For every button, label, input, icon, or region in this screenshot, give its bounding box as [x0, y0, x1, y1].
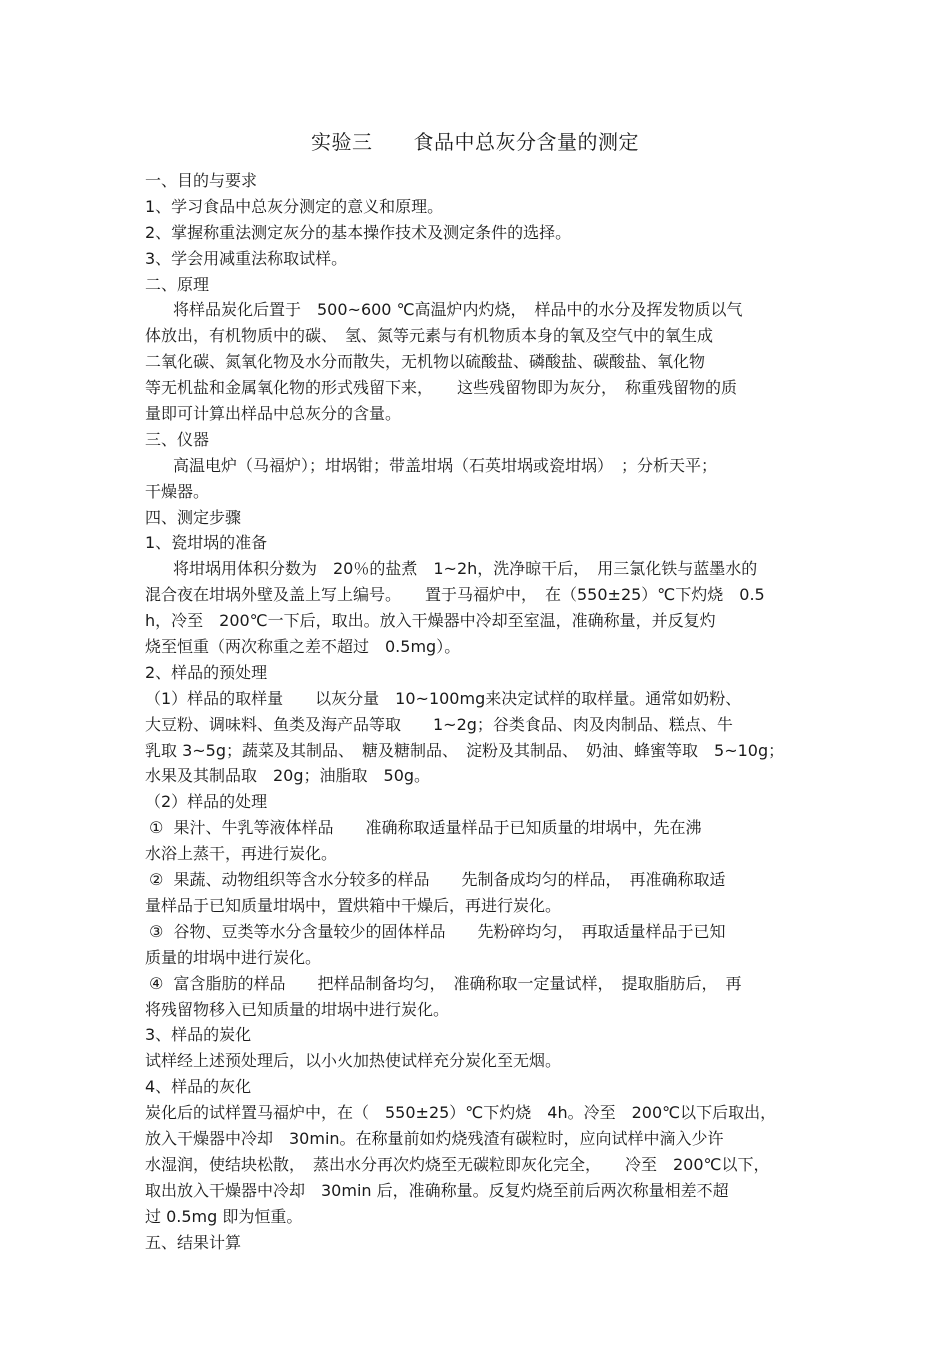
text-line: （1）样品的取样量 以灰分量 10~100mg来决定试样的取样量。通常如奶粉、 — [145, 688, 742, 708]
text-line: h，冷至 200℃一下后，取出。放入干燥器中冷却至室温，准确称量，并反复灼 — [145, 611, 716, 631]
text-line: 水果及其制品取 20g；油脂取 50g。 — [145, 766, 431, 786]
text-line: 将样品炭化后置于 500~600 ℃高温炉内灼烧， 样品中的水分及挥发物质以气 — [173, 300, 743, 320]
text-line: 2、掌握称重法测定灰分的基本操作技术及测定条件的选择。 — [145, 222, 572, 242]
text-line: 将坩埚用体积分数为 20％的盐煮 1~2h，洗净晾干后， 用三氯化铁与蓝墨水的 — [173, 559, 758, 579]
subsection-heading: 1、瓷坩埚的准备 — [145, 533, 268, 553]
text-line: 等无机盐和金属氧化物的形式残留下来， 这些残留物即为灰分， 称重残留物的质 — [145, 378, 738, 398]
text-line: 试样经上述预处理后，以小火加热使试样充分炭化至无烟。 — [145, 1051, 562, 1071]
text-line: 3、学会用减重法称取试样。 — [145, 248, 348, 268]
subsection-heading: 2、样品的预处理 — [145, 662, 268, 682]
text-line: （2）样品的处理 — [145, 792, 268, 812]
section-heading: 一、目的与要求 — [145, 171, 258, 190]
document-body — [145, 168, 810, 1255]
text-line: 乳取 3~5g；蔬菜及其制品、 糖及糖制品、 淀粉及其制品、 奶油、蜂蜜等取 5~10g； — [145, 740, 785, 760]
subsection-heading: 4、样品的灰化 — [145, 1077, 252, 1097]
text-line: 放入干燥器中冷却 30min。在称量前如灼烧残渣有碳粒时，应向试样中滴入少许 — [145, 1128, 724, 1148]
text-line: 水浴上蒸干，再进行炭化。 — [145, 844, 338, 864]
section-heading: 四、测定步骤 — [145, 507, 242, 527]
list-item: ③ 谷物、豆类等水分含量较少的固体样品 先粉碎均匀， 再取适量样品于已知 — [149, 921, 726, 941]
text-line: 大豆粉、调味料、鱼类及海产品等取 1~2g；谷类食品、肉及肉制品、糕点、牛 — [145, 714, 733, 734]
text-line: 烧至恒重（两次称重之差不超过 0.5mg）。 — [145, 637, 461, 657]
list-item: ④ 富含脂肪的样品 把样品制备均匀， 准确称取一定量试样， 提取脂肪后， 再 — [149, 973, 742, 993]
subsection-heading: 3、样品的炭化 — [145, 1025, 252, 1045]
section-heading: 三、仪器 — [145, 429, 210, 449]
page-title: 实验三 食品中总灰分含量的测定 — [311, 130, 639, 154]
text-line: 质量的坩埚中进行炭化。 — [145, 947, 322, 967]
section-heading: 二、原理 — [145, 274, 210, 294]
text-line: 混合夜在坩埚外壁及盖上写上编号。 置于马福炉中， 在（550±25）℃下灼烧 0.5 — [145, 585, 765, 605]
list-item: ① 果汁、牛乳等液体样品 准确称取适量样品于已知质量的坩埚中，先在沸 — [149, 818, 702, 838]
text-line: 炭化后的试样置马福炉中，在（ 550±25）℃下灼烧 4h。冷至 200℃以下后取出， — [145, 1103, 777, 1123]
text-line: 高温电炉（马福炉）；坩埚钳；带盖坩埚（石英坩埚或瓷坩埚） ；分析天平； — [173, 455, 718, 475]
text-line: 水湿润，使结块松散， 蒸出水分再次灼烧至无碳粒即灰化完全， 冷至 200℃以下， — [145, 1154, 770, 1174]
text-line: 体放出，有机物质中的碳、 氢、氮等元素与有机物质本身的氧及空气中的氧生成 — [145, 326, 714, 346]
text-line: 干燥器。 — [145, 481, 210, 501]
text-line: 1、学习食品中总灰分测定的意义和原理。 — [145, 196, 444, 216]
text-line: 量即可计算出样品中总灰分的含量。 — [145, 404, 402, 424]
text-line: 量样品于已知质量坩埚中，置烘箱中干燥后，再进行炭化。 — [145, 895, 562, 915]
text-line: 取出放入干燥器中冷却 30min 后，准确称量。反复灼烧至前后两次称量相差不超 — [145, 1180, 729, 1200]
text-line: 二氧化碳、氮氧化物及水分而散失，无机物以硫酸盐、磷酸盐、碳酸盐、氧化物 — [145, 352, 706, 372]
text-line: 将残留物移入已知质量的坩埚中进行炭化。 — [145, 999, 450, 1019]
list-item: ② 果蔬、动物组织等含水分较多的样品 先制备成均匀的样品， 再准确称取适 — [149, 870, 726, 890]
section-heading: 五、结果计算 — [145, 1232, 242, 1252]
text-line: 过 0.5mg 即为恒重。 — [145, 1206, 303, 1226]
